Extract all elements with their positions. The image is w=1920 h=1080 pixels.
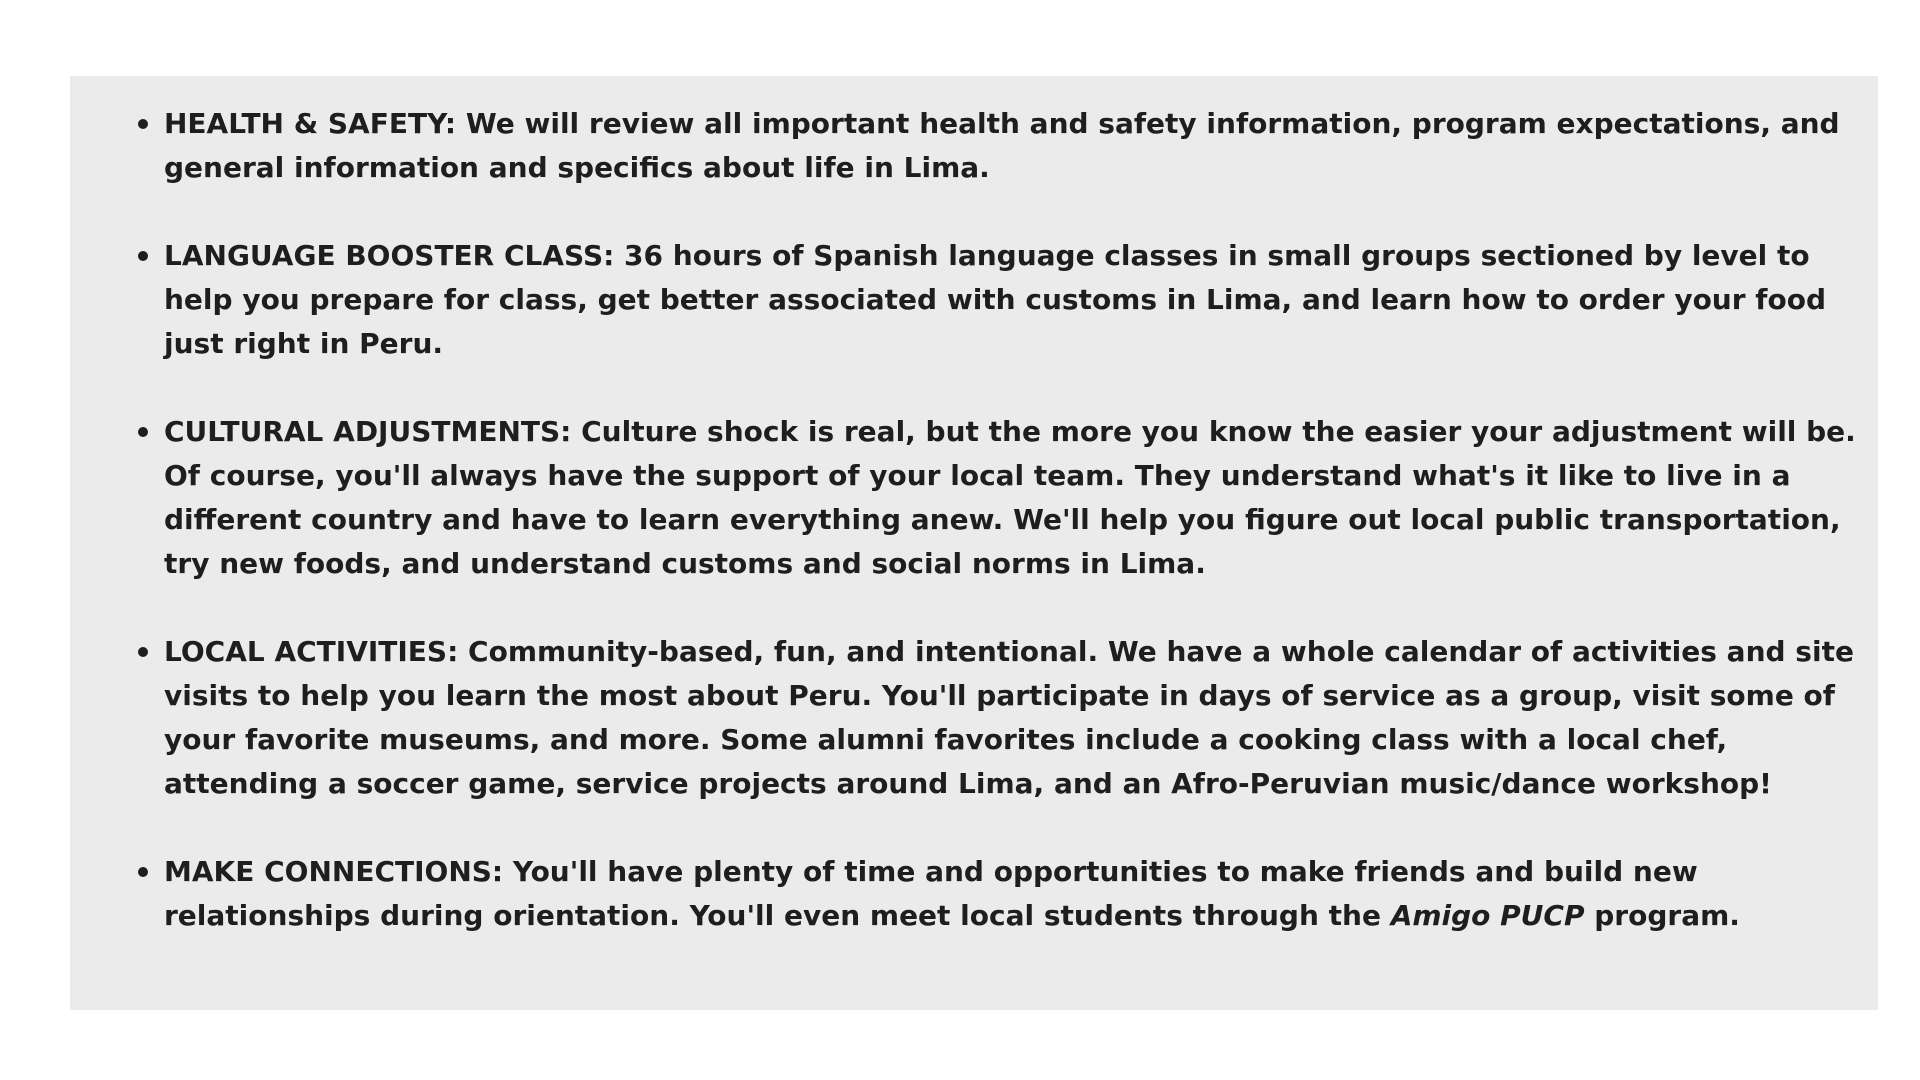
- bullet-list: [164, 102, 1864, 938]
- list-item-health-safety: [164, 102, 1864, 190]
- bullet-dot-icon: [138, 251, 148, 261]
- list-item-text: CULTURAL ADJUSTMENTS: Culture shock is real, but the more you know the easier your adjustment will be. Of course, you'll always have the support of your local team. They understand what's it like to live in a different country and have to learn everything anew. We'll help you figure out local public transportation, try new foods, and understand customs and social norms in Lima.: [164, 415, 1856, 580]
- content-panel: [70, 76, 1878, 1010]
- list-item-text: LOCAL ACTIVITIES: Community-based, fun, and intentional. We have a whole calendar of activities and site visits to help you learn the most about Peru. You'll participate in days of service as a group, visit some of your favorite museums, and more. Some alumni favorites include a cooking class with a local chef, attending a soccer game, service projects around Lima, and an Afro-Peruvian music/dance workshop!: [164, 635, 1854, 800]
- list-item-make-connections: [164, 850, 1864, 938]
- list-item-text-before: MAKE CONNECTIONS: You'll have plenty of time and opportunities to make friends and build new relationships during orientation. You'll even meet local students through the: [164, 855, 1698, 932]
- bullet-dot-icon: [138, 647, 148, 657]
- list-item-cultural-adjustments: [164, 410, 1864, 586]
- bullet-dot-icon: [138, 427, 148, 437]
- list-item-text: LANGUAGE BOOSTER CLASS: 36 hours of Spanish language classes in small groups sectioned by level to help you prepare for class, get better associated with customs in Lima, and learn how to order your food just right in Peru.: [164, 239, 1826, 360]
- list-item-text-italic: Amigo PUCP: [1390, 899, 1585, 932]
- list-item-local-activities: [164, 630, 1864, 806]
- bullet-dot-icon: [138, 867, 148, 877]
- list-item-text: HEALTH & SAFETY: We will review all important health and safety information, program expectations, and general information and specifics about life in Lima.: [164, 107, 1840, 184]
- bullet-dot-icon: [138, 119, 148, 129]
- list-item-language-booster: [164, 234, 1864, 366]
- list-item-text-after: program.: [1584, 899, 1740, 932]
